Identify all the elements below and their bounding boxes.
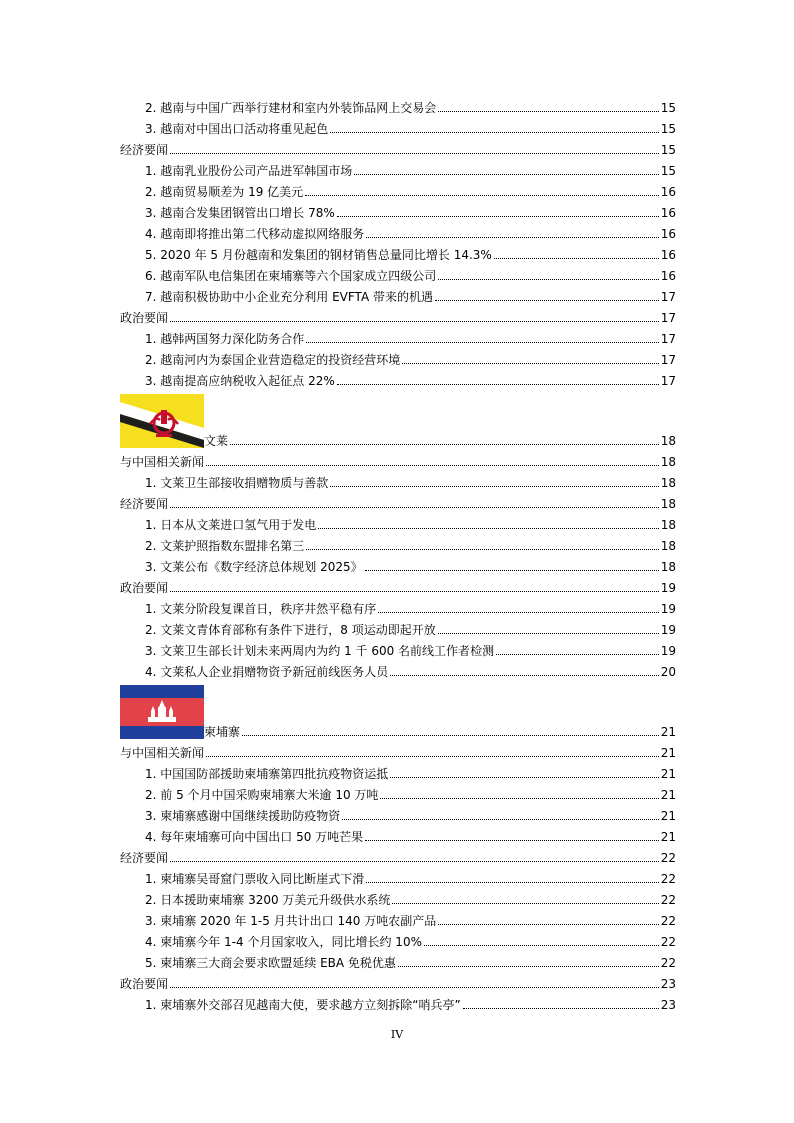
toc-page-number: 20 (660, 665, 676, 679)
toc-page-number: 22 (660, 935, 676, 949)
toc-page-number: 16 (660, 269, 676, 283)
toc-entry-title: 1. 文莱分阶段复课首日，秩序井然平稳有序 (145, 602, 377, 616)
toc-entry[interactable] (145, 554, 676, 575)
dot-leader (230, 444, 659, 445)
toc-page-number: 15 (660, 164, 676, 178)
toc-entry-title: 5. 柬埔寨三大商会要求欧盟延续 EBA 免税优惠 (145, 956, 396, 970)
toc-entry-title: 2. 越南与中国广西举行建材和室内外装饰品网上交易会 (145, 101, 437, 115)
toc-entry[interactable] (145, 887, 676, 908)
toc-page-number: 16 (660, 227, 676, 241)
toc-page-number: 17 (660, 353, 676, 367)
toc-entry[interactable] (145, 263, 676, 284)
toc-entry[interactable] (145, 659, 676, 680)
toc-page-number: 17 (660, 374, 676, 388)
toc-entry-title: 3. 文莱公布《数字经济总体规划 2025》 (145, 560, 363, 574)
dot-leader (390, 777, 658, 778)
toc-page-number: 22 (660, 956, 676, 970)
toc-entry-title: 2. 越南河内为泰国企业营造稳定的投资经营环境 (145, 353, 401, 367)
toc-page-number: 17 (660, 290, 676, 304)
toc-entry[interactable] (145, 908, 676, 929)
dot-leader (438, 111, 658, 112)
toc-entry-title: 6. 越南军队电信集团在柬埔寨等六个国家成立四级公司 (145, 269, 437, 283)
cambodia-flag-icon (120, 685, 204, 739)
dot-leader (337, 216, 659, 217)
toc-page-number: 18 (660, 560, 676, 574)
toc-entry[interactable] (145, 95, 676, 116)
toc-entry[interactable] (145, 200, 676, 221)
toc-entry-title: 经济要闻 (120, 851, 169, 865)
toc-section-entry[interactable] (120, 449, 676, 470)
toc-page-number: 21 (660, 767, 676, 781)
toc-entry[interactable] (145, 179, 676, 200)
dot-leader (398, 966, 659, 967)
toc-page-number: 15 (660, 101, 676, 115)
toc-section-entry[interactable] (120, 305, 676, 326)
toc-country-entry[interactable] (120, 389, 676, 449)
toc-page-number: 21 (660, 788, 676, 802)
toc-entry[interactable] (145, 992, 676, 1013)
dot-leader (170, 507, 659, 508)
toc-page-number: 21 (660, 809, 676, 823)
toc-entry-title: 4. 柬埔寨今年 1-4 个月国家收入，同比增长约 10% (145, 935, 422, 949)
toc-page-number: 21 (660, 746, 676, 760)
dot-leader (170, 153, 659, 154)
toc-entry[interactable] (145, 929, 676, 950)
brunei-flag-icon (120, 394, 204, 448)
dot-leader (424, 945, 659, 946)
toc-entry[interactable] (145, 824, 676, 845)
toc-entry-title: 1. 柬埔寨吴哥窟门票收入同比断崖式下滑 (145, 872, 365, 886)
dot-leader (435, 300, 659, 301)
toc-page-number: 18 (660, 518, 676, 532)
toc-page-number: 18 (660, 476, 676, 490)
toc-entry[interactable] (145, 221, 676, 242)
toc-entry-title: 1. 文莱卫生部接收捐赠物质与善款 (145, 476, 329, 490)
dot-leader (170, 321, 659, 322)
toc-page-number: 16 (660, 248, 676, 262)
toc-entry[interactable] (145, 782, 676, 803)
toc-entry-title: 3. 柬埔寨 2020 年 1-5 月共计出口 140 万吨农副产品 (145, 914, 437, 928)
toc-entry-title: 5. 2020 年 5 月份越南和发集团的钢材销售总量同比增长 14.3% (145, 248, 492, 262)
toc-entry-title: 政治要闻 (120, 977, 169, 991)
toc-page-number: 16 (660, 185, 676, 199)
toc-page-number: 19 (660, 602, 676, 616)
dot-leader (318, 528, 658, 529)
toc-entry[interactable] (145, 284, 676, 305)
dot-leader (305, 195, 659, 196)
toc-entry-title: 2. 文莱文青体育部称有条件下进行，8 项运动即起开放 (145, 623, 436, 637)
dot-leader (438, 279, 658, 280)
toc-page-number: 22 (660, 914, 676, 928)
toc-entry[interactable] (145, 617, 676, 638)
toc-section-entry[interactable] (120, 491, 676, 512)
toc-section-entry[interactable] (120, 137, 676, 158)
toc-page-number: 15 (660, 122, 676, 136)
toc-entry[interactable] (145, 326, 676, 347)
toc-entry-title: 与中国相关新闻 (120, 746, 205, 760)
dot-leader (206, 465, 659, 466)
dot-leader (306, 549, 658, 550)
toc-entry[interactable] (145, 347, 676, 368)
toc-entry-title: 3. 越南对中国出口活动将重见起色 (145, 122, 329, 136)
toc-page-number: 22 (660, 872, 676, 886)
toc-entry-title: 政治要闻 (120, 581, 169, 595)
dot-leader (496, 654, 659, 655)
toc-entry[interactable] (145, 761, 676, 782)
toc-entry-title: 3. 柬埔寨感谢中国继续援助防疫物资 (145, 809, 341, 823)
toc-entry-title: 2. 越南贸易顺差为 19 亿美元 (145, 185, 304, 199)
toc-page-number: 23 (660, 998, 676, 1012)
toc-page-number: 16 (660, 206, 676, 220)
dot-leader (337, 384, 659, 385)
toc-entry-title: 柬埔寨 (204, 725, 241, 739)
toc-page-number: 21 (660, 830, 676, 844)
toc-page-number: 18 (660, 455, 676, 469)
toc-page-number: 21 (660, 725, 676, 739)
dot-leader (463, 1008, 659, 1009)
toc-entry[interactable] (145, 596, 676, 617)
toc-entry-title: 7. 越南积极协助中小企业充分利用 EVFTA 带来的机遇 (145, 290, 433, 304)
toc-page-number: 17 (660, 311, 676, 325)
toc-entry[interactable] (145, 158, 676, 179)
toc-entry[interactable] (145, 368, 676, 389)
toc-section-entry[interactable] (120, 740, 676, 761)
toc-entry-title: 1. 越韩两国努力深化防务合作 (145, 332, 305, 346)
toc-page-number: 23 (660, 977, 676, 991)
toc-entry-title: 3. 越南提高应纳税收入起征点 22% (145, 374, 335, 388)
dot-leader (438, 924, 659, 925)
toc-entry-title: 1. 柬埔寨外交部召见越南大使，要求越方立刻拆除“哨兵亭” (145, 998, 461, 1012)
dot-leader (330, 486, 658, 487)
toc-entry-title: 2. 文莱护照指数东盟排名第三 (145, 539, 305, 553)
toc-entry[interactable] (145, 116, 676, 137)
toc-entry-title: 1. 日本从文莱进口氢气用于发电 (145, 518, 317, 532)
dot-leader (330, 132, 658, 133)
toc-page-number: 19 (660, 581, 676, 595)
toc-entry-title: 3. 越南合发集团钢管出口增长 78% (145, 206, 335, 220)
toc-entry[interactable] (145, 950, 676, 971)
toc-section-entry[interactable] (120, 845, 676, 866)
toc-entry-title: 经济要闻 (120, 497, 169, 511)
toc-entry[interactable] (145, 533, 676, 554)
toc-entry-title: 2. 日本援助柬埔寨 3200 万美元升级供水系统 (145, 893, 391, 907)
dot-leader (170, 987, 659, 988)
toc-entry-title: 1. 越南乳业股份公司产品进军韩国市场 (145, 164, 353, 178)
dot-leader (342, 819, 658, 820)
toc-page-number: 19 (660, 644, 676, 658)
dot-leader (366, 237, 658, 238)
toc-section-entry[interactable] (120, 971, 676, 992)
toc-entry-title: 4. 文莱私人企业捐赠物资予新冠前线医务人员 (145, 665, 389, 679)
toc-entry-title: 3. 文莱卫生部长计划未来两周内为约 1 千 600 名前线工作者检测 (145, 644, 495, 658)
dot-leader (354, 174, 658, 175)
dot-leader (365, 570, 659, 571)
dot-leader (170, 591, 659, 592)
toc-page-number: 19 (660, 623, 676, 637)
toc-page-number: 15 (660, 143, 676, 157)
toc-page-number: 22 (660, 893, 676, 907)
dot-leader (306, 342, 658, 343)
dot-leader (378, 612, 658, 613)
toc-page-number: 18 (660, 497, 676, 511)
toc-page-number: 18 (660, 434, 676, 448)
toc-country-entry[interactable] (120, 680, 676, 740)
dot-leader (402, 363, 658, 364)
dot-leader (242, 735, 659, 736)
toc-entry-title: 4. 每年柬埔寨可向中国出口 50 万吨芒果 (145, 830, 364, 844)
toc-entry-title: 经济要闻 (120, 143, 169, 157)
toc-entry-title: 政治要闻 (120, 311, 169, 325)
toc-page-number: 18 (660, 539, 676, 553)
toc-page-number: 22 (660, 851, 676, 865)
page-number: IV (390, 1028, 404, 1041)
dot-leader (206, 756, 659, 757)
toc-entry[interactable] (145, 866, 676, 887)
dot-leader (365, 840, 659, 841)
toc-entry-title: 文莱 (204, 434, 229, 448)
dot-leader (366, 882, 658, 883)
toc-entry[interactable] (145, 803, 676, 824)
dot-leader (438, 633, 659, 634)
toc-entry-title: 2. 前 5 个月中国采购柬埔寨大米逾 10 万吨 (145, 788, 379, 802)
dot-leader (494, 258, 659, 259)
dot-leader (380, 798, 658, 799)
toc-entry-title: 1. 中国国防部援助柬埔寨第四批抗疫物资运抵 (145, 767, 389, 781)
toc-section-entry[interactable] (120, 575, 676, 596)
toc-entry-title: 与中国相关新闻 (120, 455, 205, 469)
toc-entry[interactable] (145, 242, 676, 263)
toc-entry[interactable] (145, 470, 676, 491)
dot-leader (170, 861, 659, 862)
toc-entry[interactable] (145, 512, 676, 533)
toc-entry-title: 4. 越南即将推出第二代移动虚拟网络服务 (145, 227, 365, 241)
toc-entry[interactable] (145, 638, 676, 659)
dot-leader (390, 675, 658, 676)
dot-leader (392, 903, 658, 904)
toc-page-number: 17 (660, 332, 676, 346)
